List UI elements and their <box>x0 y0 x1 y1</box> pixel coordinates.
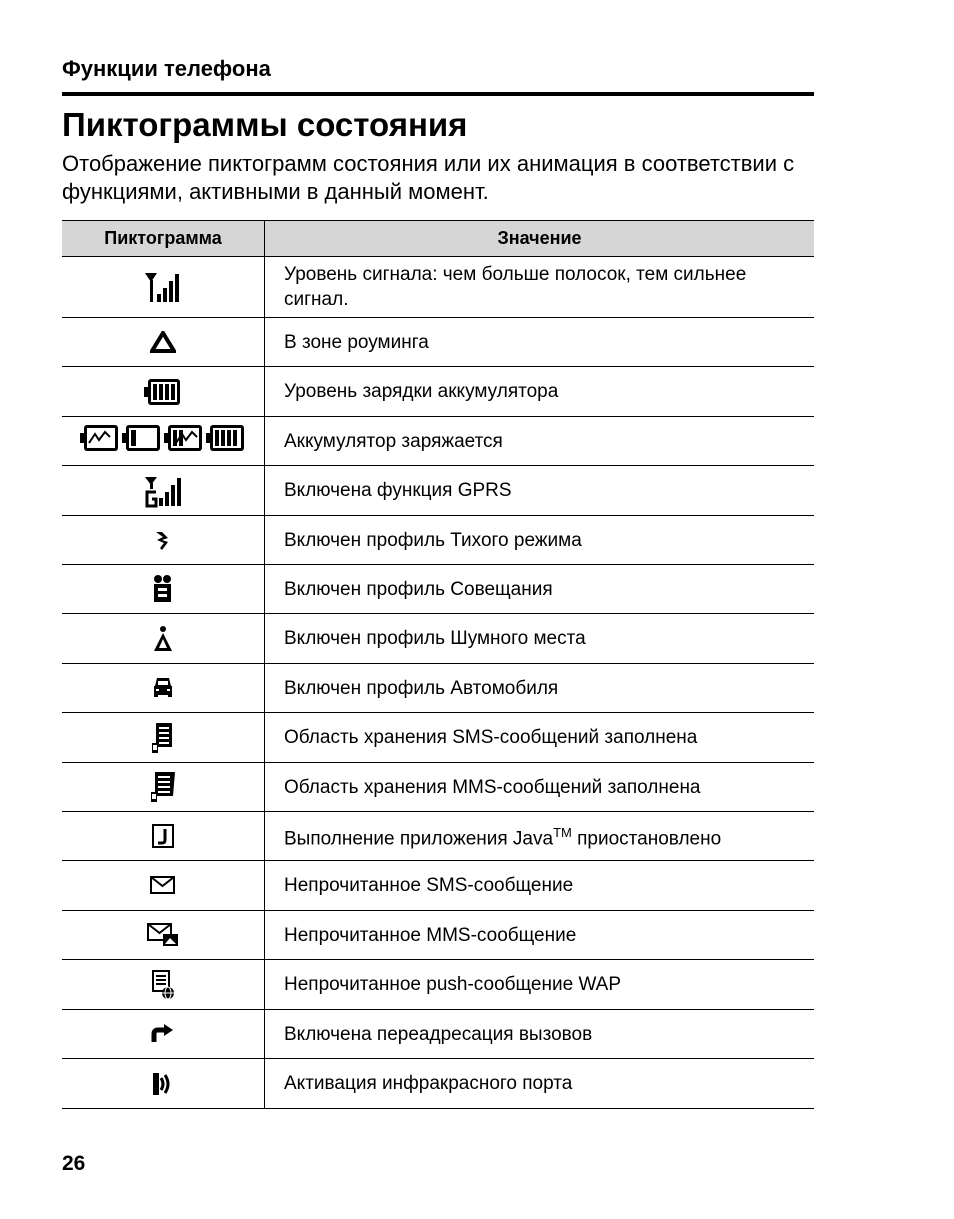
table-row <box>62 1059 814 1109</box>
table-row <box>62 664 814 713</box>
table-row <box>62 812 814 861</box>
signal-strength-icon <box>143 270 183 304</box>
java-meaning-text: Выполнение приложения Java <box>284 828 554 850</box>
battery-charging-frame-3-icon <box>164 423 204 453</box>
table-row <box>62 257 814 318</box>
car-profile-icon <box>152 676 174 700</box>
noisy-profile-icon <box>152 625 174 653</box>
call-forward-icon <box>151 1024 175 1044</box>
battery-charging-icon <box>80 423 246 453</box>
column-header-meaning: Значение <box>265 221 815 257</box>
table-row <box>62 713 814 763</box>
unread-mms-icon <box>147 922 179 948</box>
heading-rule <box>62 92 814 96</box>
unread-sms-icon <box>150 875 176 895</box>
battery-charging-frame-1-icon <box>80 423 120 453</box>
table-cell-meaning: В зоне роуминга <box>265 318 815 367</box>
sms-full-icon <box>150 721 176 755</box>
table-row <box>62 466 814 516</box>
infrared-icon <box>151 1070 175 1098</box>
battery-level-icon <box>144 377 182 407</box>
table-row <box>62 516 814 565</box>
silent-profile-icon <box>152 528 174 552</box>
intro-paragraph: Отображение пиктограмм состояния или их анимация в соответствии с функциями, активными в данный момент. <box>62 151 795 204</box>
table-cell-meaning: Область хранения SMS-сообщений заполнена <box>265 713 815 763</box>
table-cell-meaning: Область хранения MMS-сообщений заполнена <box>265 763 815 812</box>
table-cell-meaning: Включена переадресация вызовов <box>265 1010 815 1059</box>
table-cell-meaning: Включен профиль Шумного места <box>265 614 815 664</box>
table-cell-meaning: Непрочитанное SMS-сообщение <box>265 861 815 911</box>
gprs-icon <box>143 474 183 508</box>
section-heading: Функции телефона <box>62 56 271 81</box>
table-row <box>62 565 814 614</box>
table-cell-meaning: Непрочитанное push-сообщение WAP <box>265 960 815 1010</box>
mms-full-icon <box>149 770 177 804</box>
java-meaning-tail: приостановлено <box>571 828 722 850</box>
battery-charging-frame-4-icon <box>206 423 246 453</box>
wap-push-icon <box>150 969 176 1001</box>
page-number: 26 <box>62 1152 86 1175</box>
table-row <box>62 960 814 1010</box>
java-paused-icon <box>152 824 174 848</box>
table-cell-meaning: Непрочитанное MMS-сообщение <box>265 911 815 960</box>
page-title: Пиктограммы состояния <box>62 106 468 143</box>
table-row <box>62 861 814 911</box>
roaming-icon <box>150 331 176 353</box>
table-row <box>62 763 814 812</box>
status-icons-table <box>62 220 814 1109</box>
table-row <box>62 614 814 664</box>
table-header-row <box>62 221 814 257</box>
table-row <box>62 1010 814 1059</box>
table-cell-meaning: Уровень зарядки аккумулятора <box>265 367 815 417</box>
table-cell-meaning: Активация инфракрасного порта <box>265 1059 815 1109</box>
table-cell-meaning: Включена функция GPRS <box>265 466 815 516</box>
trademark-superscript: TM <box>553 825 572 841</box>
table-cell-meaning <box>265 812 815 861</box>
table-cell-meaning: Включен профиль Автомобиля <box>265 664 815 713</box>
table-cell-meaning: Включен профиль Совещания <box>265 565 815 614</box>
table-row <box>62 911 814 960</box>
table-cell-meaning: Уровень сигнала: чем больше полосок, тем сильнее сигнал. <box>265 257 815 318</box>
table-row <box>62 318 814 367</box>
table-cell-meaning: Аккумулятор заряжается <box>265 417 815 466</box>
table-row <box>62 417 814 466</box>
table-cell-meaning: Включен профиль Тихого режима <box>265 516 815 565</box>
column-header-icon: Пиктограмма <box>62 221 265 257</box>
meeting-profile-icon <box>152 574 174 604</box>
table-row <box>62 367 814 417</box>
battery-charging-frame-2-icon <box>122 423 162 453</box>
